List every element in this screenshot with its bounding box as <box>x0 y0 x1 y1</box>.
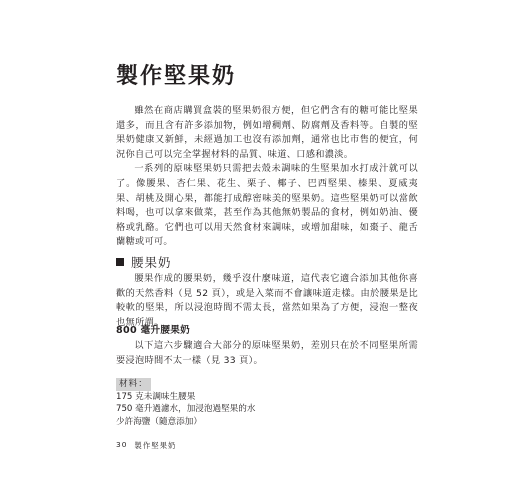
recipe-paragraph: 以下這六步驟適合大部分的原味堅果奶，差別只在於不同堅果所需要浸泡時間不太一樣（見 33 頁）。 <box>116 340 418 366</box>
recipe-text <box>116 339 418 368</box>
page-footer <box>116 440 176 451</box>
page-title: 製作堅果奶 <box>116 64 237 89</box>
page-number: 30 <box>116 440 128 449</box>
recipe-heading: 800 毫升腰果奶 <box>116 325 191 336</box>
ingredients-label: 材料： <box>116 378 151 391</box>
ingredient-item: 175 克未調味生腰果 <box>116 391 196 402</box>
section-heading-label: 腰果奶 <box>131 255 172 270</box>
running-title: 製作堅果奶 <box>134 441 177 450</box>
ingredients-list <box>116 378 255 428</box>
intro-text <box>116 104 418 250</box>
ingredient-item: 少許海鹽（隨意添加） <box>116 416 202 427</box>
ingredient-item: 750 毫升過濾水，加浸泡過堅果的水 <box>116 404 256 414</box>
section-paragraph: 腰果作成的腰果奶，幾乎沒什麼味道，這代表它適合添加其他你喜歡的天然香料（見 52 頁），或是入菜而不會讓味道走樣。由於腰果是比較軟的堅果，所以浸泡時間不需太長，當然如果為了方便，浸泡一整夜也無所謂。 <box>116 273 418 328</box>
square-bullet-icon <box>116 258 124 266</box>
intro-paragraph: 雖然在商店購買盒裝的堅果奶很方便，但它們含有的糖可能比堅果還多，而且含有許多添加物，例如增稠劑、防腐劑及香料等。自製的堅果奶健康又新鮮，未經過加工也沒有添加劑，通常也比市售的便宜，何況你自己可以完全掌握材料的品質、味道、口感和濃淡。 <box>116 105 418 160</box>
section-heading <box>116 253 172 271</box>
intro-paragraph: 一系列的原味堅果奶只需把去殼未調味的生堅果加水打成汁就可以了。像腰果、杏仁果、花生、栗子、椰子、巴西堅果、榛果、夏威夷果、胡桃及開心果，都能打成醇密味美的堅果奶。這些堅果奶可以當飲料喝，也可以拿來做菜，甚至作為其他無奶製品的食材，例如奶油、優格或乳酪。它們也可以用天然食材來調味，或增加甜味，如棗子、龍舌蘭糖或可可。 <box>116 163 418 248</box>
